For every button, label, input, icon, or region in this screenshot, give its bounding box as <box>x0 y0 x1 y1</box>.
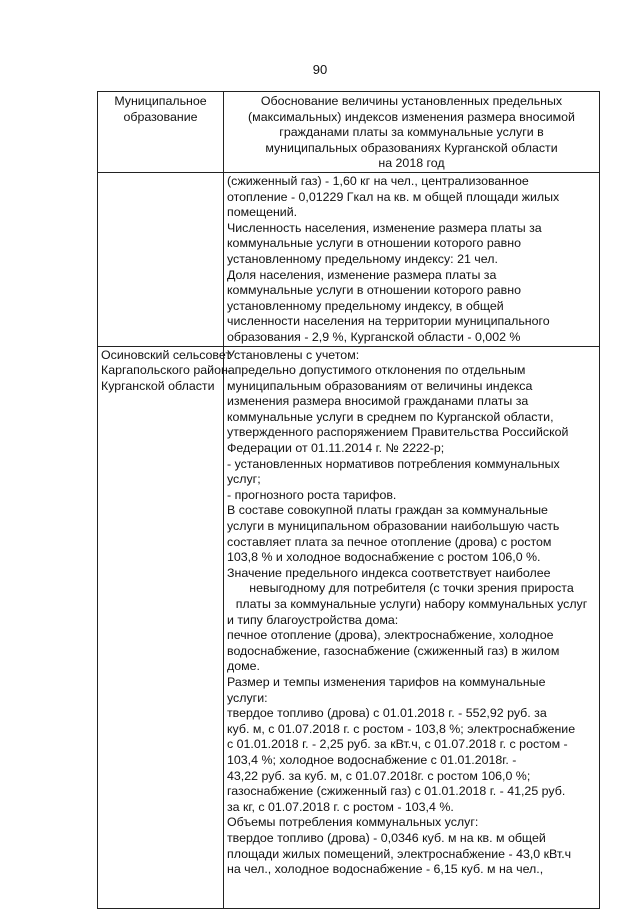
table-header-row <box>98 92 600 173</box>
rationale-line: В составе совокупной платы граждан за коммунальные <box>227 503 548 518</box>
rationale-line: муниципальным образованиям от величины индекса <box>227 378 533 393</box>
rationale-line: площади жилых помещений, электроснабжение - 43,0 кВт.ч <box>227 846 572 861</box>
rationale-line: услуги в муниципальном образовании наибольшую часть <box>227 519 560 534</box>
rationale-line: доме. <box>227 659 260 674</box>
rationale-line: - установленных нормативов потребления коммунальных <box>227 456 560 471</box>
rationale-line: - прогнозного роста тарифов. <box>227 487 397 502</box>
rationale-line: Установлены с учетом: <box>227 347 360 362</box>
rationale-line: куб. м, с 01.07.2018 г. с ростом - 103,8 %; электроснабжение <box>227 721 576 736</box>
table-row-osinovsky <box>98 346 600 908</box>
rationale-line: образования - 2,9 %, Курганской области - 0,002 % <box>227 329 521 344</box>
rationale-line: 103,8 % и холодное водоснабжение с ростом 106,0 %. <box>227 550 541 565</box>
rationale-line: Объемы потребления коммунальных услуг: <box>227 815 479 830</box>
rationale-line: Федерации от 01.11.2014 г. № 2222-р; <box>227 441 445 456</box>
rationale-line: (сжиженный газ) - 1,60 кг на чел., централизованное <box>227 173 529 188</box>
rationale-line: Значение предельного индекса соответствует наиболее <box>227 565 551 580</box>
municipality-name-line: Каргапольского района <box>101 363 235 378</box>
header-rationale-line: (максимальных) индексов изменения размера вносимой <box>248 109 575 124</box>
municipality-cell-empty <box>98 172 224 346</box>
rationale-line: установленному предельному индексу: 21 чел. <box>227 251 498 266</box>
header-rationale-cell <box>224 92 600 173</box>
header-municipality-line: образование <box>123 109 198 124</box>
rationale-line: 43,22 руб. за куб. м, с 01.07.2018г. с ростом 106,0 %; <box>227 768 531 783</box>
rationale-table <box>97 91 600 909</box>
header-rationale-line: гражданами платы за коммунальные услуги в <box>279 125 544 140</box>
municipality-name-line: Осиновский сельсовет <box>101 347 232 362</box>
rationale-line: за кг, с 01.07.2018 г. с ростом - 103,4 %. <box>227 799 454 814</box>
rationale-line: услуг; <box>227 472 261 487</box>
rationale-line: коммунальные услуги в отношении которого равно <box>227 236 521 251</box>
rationale-line: Численность населения, изменение размера платы за <box>227 220 542 235</box>
rationale-line: - предельно допустимого отклонения по отдельным <box>227 363 526 378</box>
rationale-line: составляет плата за печное отопление (дрова) с ростом <box>227 534 552 549</box>
rationale-line: невыгодному для потребителя (с точки зрения прироста <box>249 581 574 596</box>
municipality-name-line: Курганской области <box>101 378 215 393</box>
rationale-line: коммунальные услуги в среднем по Курганской области, <box>227 409 554 424</box>
rationale-line: твердое топливо (дрова) с 01.01.2018 г. - 552,92 руб. за <box>227 706 547 721</box>
rationale-line: и типу благоустройства дома: <box>227 612 399 627</box>
header-municipality-line: Муниципальное <box>114 94 207 108</box>
header-rationale-line: Обоснование величины установленных предельных <box>260 94 563 108</box>
header-rationale-line: на 2018 год <box>378 156 445 171</box>
rationale-line: отопление - 0,01229 Гкал на кв. м общей площади жилых <box>227 189 560 204</box>
rationale-line: коммунальные услуги в отношении которого равно <box>227 283 521 298</box>
rationale-line: с 01.01.2018 г. - 2,25 руб. за кВт.ч, с 01.07.2018 г. с ростом - <box>227 737 568 752</box>
page-number: 90 <box>312 62 328 77</box>
rationale-cell-continued <box>224 172 600 346</box>
rationale-line: 103,4 %; холодное водоснабжение с 01.01.2018г. - <box>227 752 517 767</box>
rationale-line: помещений. <box>227 205 298 220</box>
municipality-cell <box>98 346 235 908</box>
rationale-line: водоснабжение, газоснабжение (сжиженный газ) в жилом <box>227 643 560 658</box>
header-municipality-cell <box>98 92 224 173</box>
rationale-line: изменения размера вносимой гражданами платы за <box>227 394 529 409</box>
table-row-continued <box>98 172 600 346</box>
rationale-line: численности населения на территории муниципального <box>227 314 550 329</box>
header-rationale-line: муниципальных образованиях Курганской области <box>265 140 558 155</box>
rationale-line: твердое топливо (дрова) - 0,0346 куб. м на кв. м общей <box>227 830 546 845</box>
rationale-line: Доля населения, изменение размера платы за <box>227 267 497 282</box>
rationale-line: утвержденного распоряжением Правительства Российской <box>227 425 569 440</box>
rationale-line: газоснабжение (сжиженный газ) с 01.01.2018 г. - 41,25 руб. <box>227 784 566 799</box>
rationale-line: на чел., холодное водоснабжение - 6,15 куб. м на чел., <box>227 862 544 877</box>
rationale-line: Размер и темпы изменения тарифов на коммунальные <box>227 674 546 689</box>
rationale-line: платы за коммунальные услуги) набору коммунальных услуг <box>235 597 588 611</box>
rationale-cell <box>224 346 600 908</box>
rationale-line: установленному предельному индексу, в общей <box>227 298 504 313</box>
rationale-line: услуги: <box>227 690 268 705</box>
rationale-line: печное отопление (дрова), электроснабжение, холодное <box>227 628 554 643</box>
